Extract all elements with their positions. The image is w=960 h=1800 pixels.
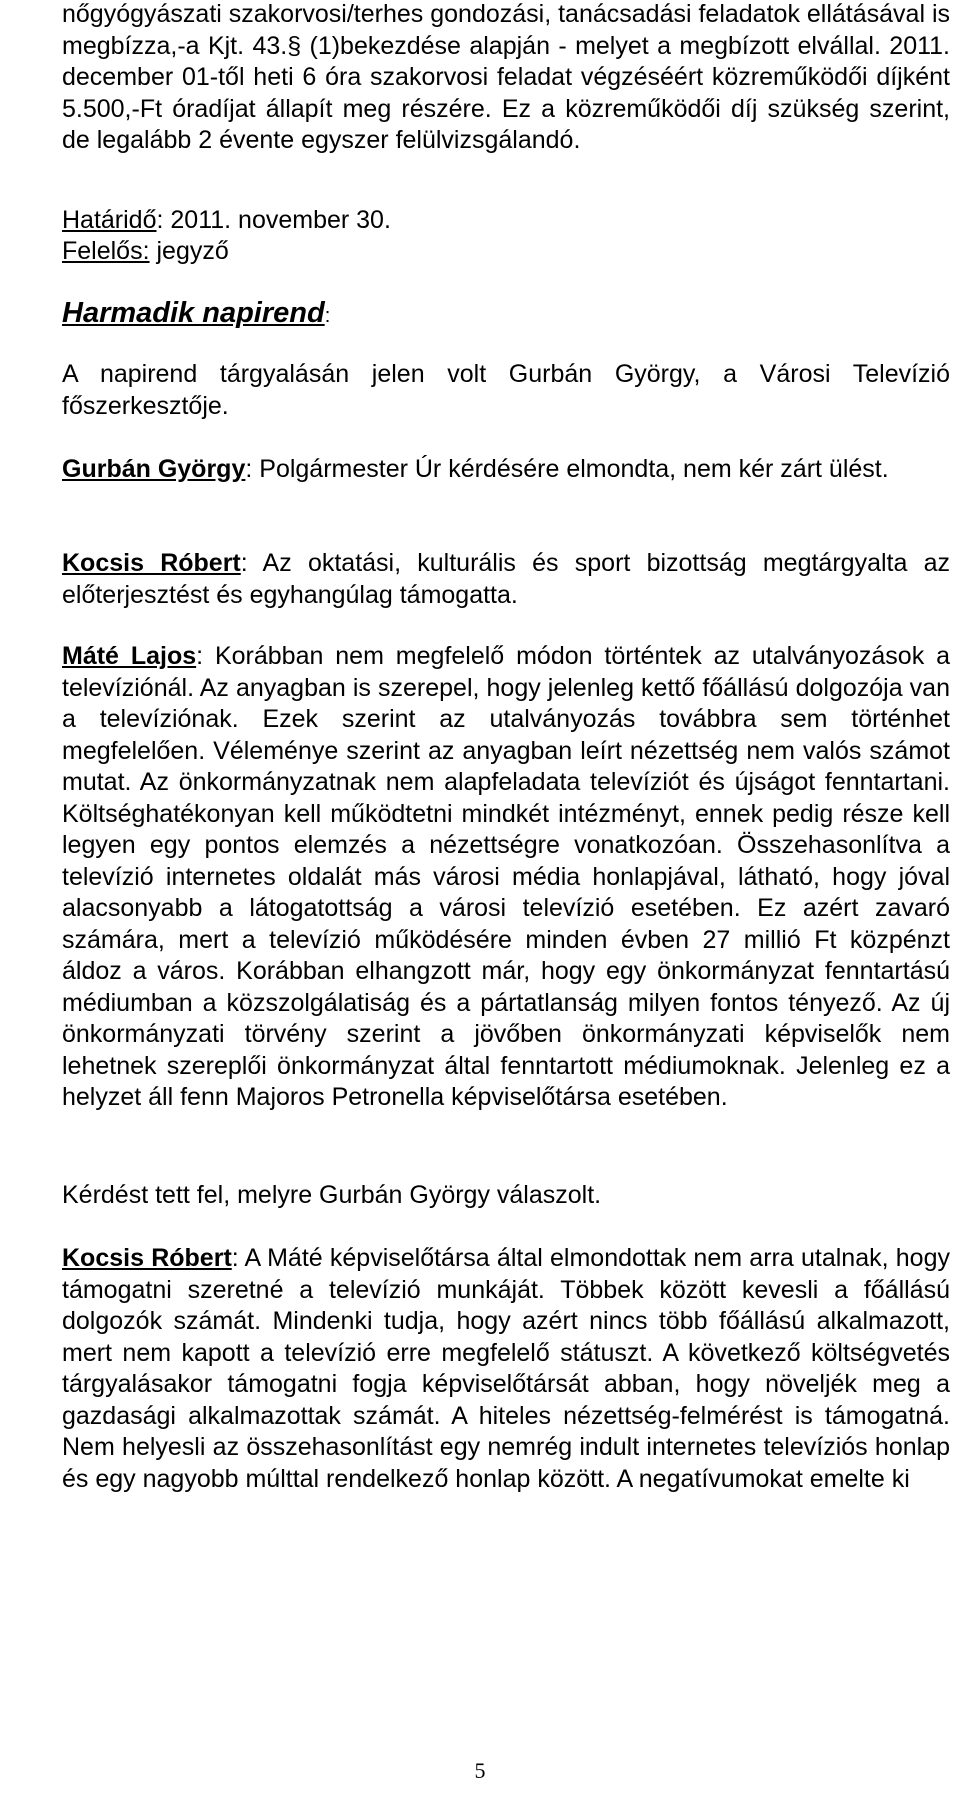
kocsis-paragraph-2 <box>62 1243 950 1495</box>
agenda-title: Harmadik napirend <box>62 297 325 329</box>
speech-text: : A Máté képviselőtársa által elmondottak nem arra utalnak, hogy támogatni szeretné a televízió munkáját. Többek között kevesli a főállású dolgozók számát. Mindenki tudja, hogy azért nincs több főállású alkalmazott, mert nem kapott a televízió erre megfelelő státuszt. A következő költségvetés tárgyalásakor támogatni fogja képviselőtársát abban, hogy növeljék meg a gazdasági alkalmazottak számát. A hiteles nézettség-felmérést is támogatná. Nem helyesli az összehasonlítást egy nemrég indult internetes televíziós honlap és egy nagyobb múlttal rendelkező honlap között. A negatívumokat emelte ki <box>62 1244 950 1493</box>
responsible-label: Felelős: <box>62 237 150 265</box>
speech-text: : Az oktatási, kulturális és sport bizottság megtárgyalta az előterjesztést és egyhangúlag támogatta. <box>62 549 950 609</box>
page-number: 5 <box>474 1758 486 1783</box>
mate-paragraph <box>62 641 950 1114</box>
deadline-line <box>62 205 391 237</box>
speaker-name: Kocsis Róbert <box>62 1244 232 1272</box>
speaker-name: Gurbán György <box>62 455 246 483</box>
agenda-colon: : <box>324 305 331 327</box>
speech-text: : Polgármester Úr kérdésére elmondta, nem kér zárt ülést. <box>245 455 889 483</box>
responsible-line <box>62 236 229 268</box>
deadline-label: Határidő <box>62 206 157 234</box>
speaker-name: Kocsis Róbert <box>62 549 241 577</box>
responsible-value: jegyző <box>149 237 229 265</box>
deadline-value: : 2011. november 30. <box>156 206 391 234</box>
agenda-heading <box>62 295 330 334</box>
gurban-paragraph <box>62 454 950 486</box>
kocsis-paragraph-1 <box>62 548 950 611</box>
intro-paragraph: nőgyógyászati szakorvosi/terhes gondozási, tanácsadási feladatok ellátásával is megbízza,-a Kjt. 43.§ (1)bekezdése alapján - melyet a megbízott elvállal. 2011. december 01-től heti 6 óra szakorvosi feladat végzéséért közreműködői díjként 5.500,-Ft óradíjat állapít meg részére. Ez a közreműködői díj szükség szerint, de legalább 2 évente egyszer felülvizsgálandó. <box>62 0 951 154</box>
attendance-paragraph: A napirend tárgyalásán jelen volt Gurbán György, a Városi Televízió főszerkesztője. <box>62 360 950 420</box>
question-line: Kérdést tett fel, melyre Gurbán György válaszolt. <box>62 1181 602 1209</box>
speaker-name: Máté Lajos <box>62 642 197 670</box>
speech-text: : Korábban nem megfelelő módon történtek az utalványozások a televíziónál. Az anyagban is szerepel, hogy jelenleg kettő főállású dolgozója van a televíziónak. Ezek szerint az utalványozás továbbra sem történhet megfelelően. Véleménye szerint az anyagban leírt nézettség nem valós számot mutat. Az önkormányzatnak nem alapfeladata televíziót és újságot fenntartani. Költséghatékonyan kell működtetni mindkét intézményt, ennek pedig része kell legyen egy pontos elemzés a nézettségre vonatkozóan. Összehasonlítva a televízió internetes oldalát más városi média honlapjával, látható, hogy jóval alacsonyabb a látogatottság a városi televízió esetében. Ez azért zavaró számára, mert a televízió működésére minden évben 27 millió Ft közpénzt áldoz a város. Korábban elhangzott már, hogy egy önkormányzat fenntartású médiumban a közszolgálatiság és a pártatlanság milyen fontos tényező. Az új önkormányzati törvény szerint a jövőben önkormányzati képviselők nem lehetnek szereplői önkormányzat által fenntartott médiumoknak. Jelenleg ez a helyzet áll fenn Majoros Petronella képviselőtársa esetében. <box>62 642 950 1111</box>
